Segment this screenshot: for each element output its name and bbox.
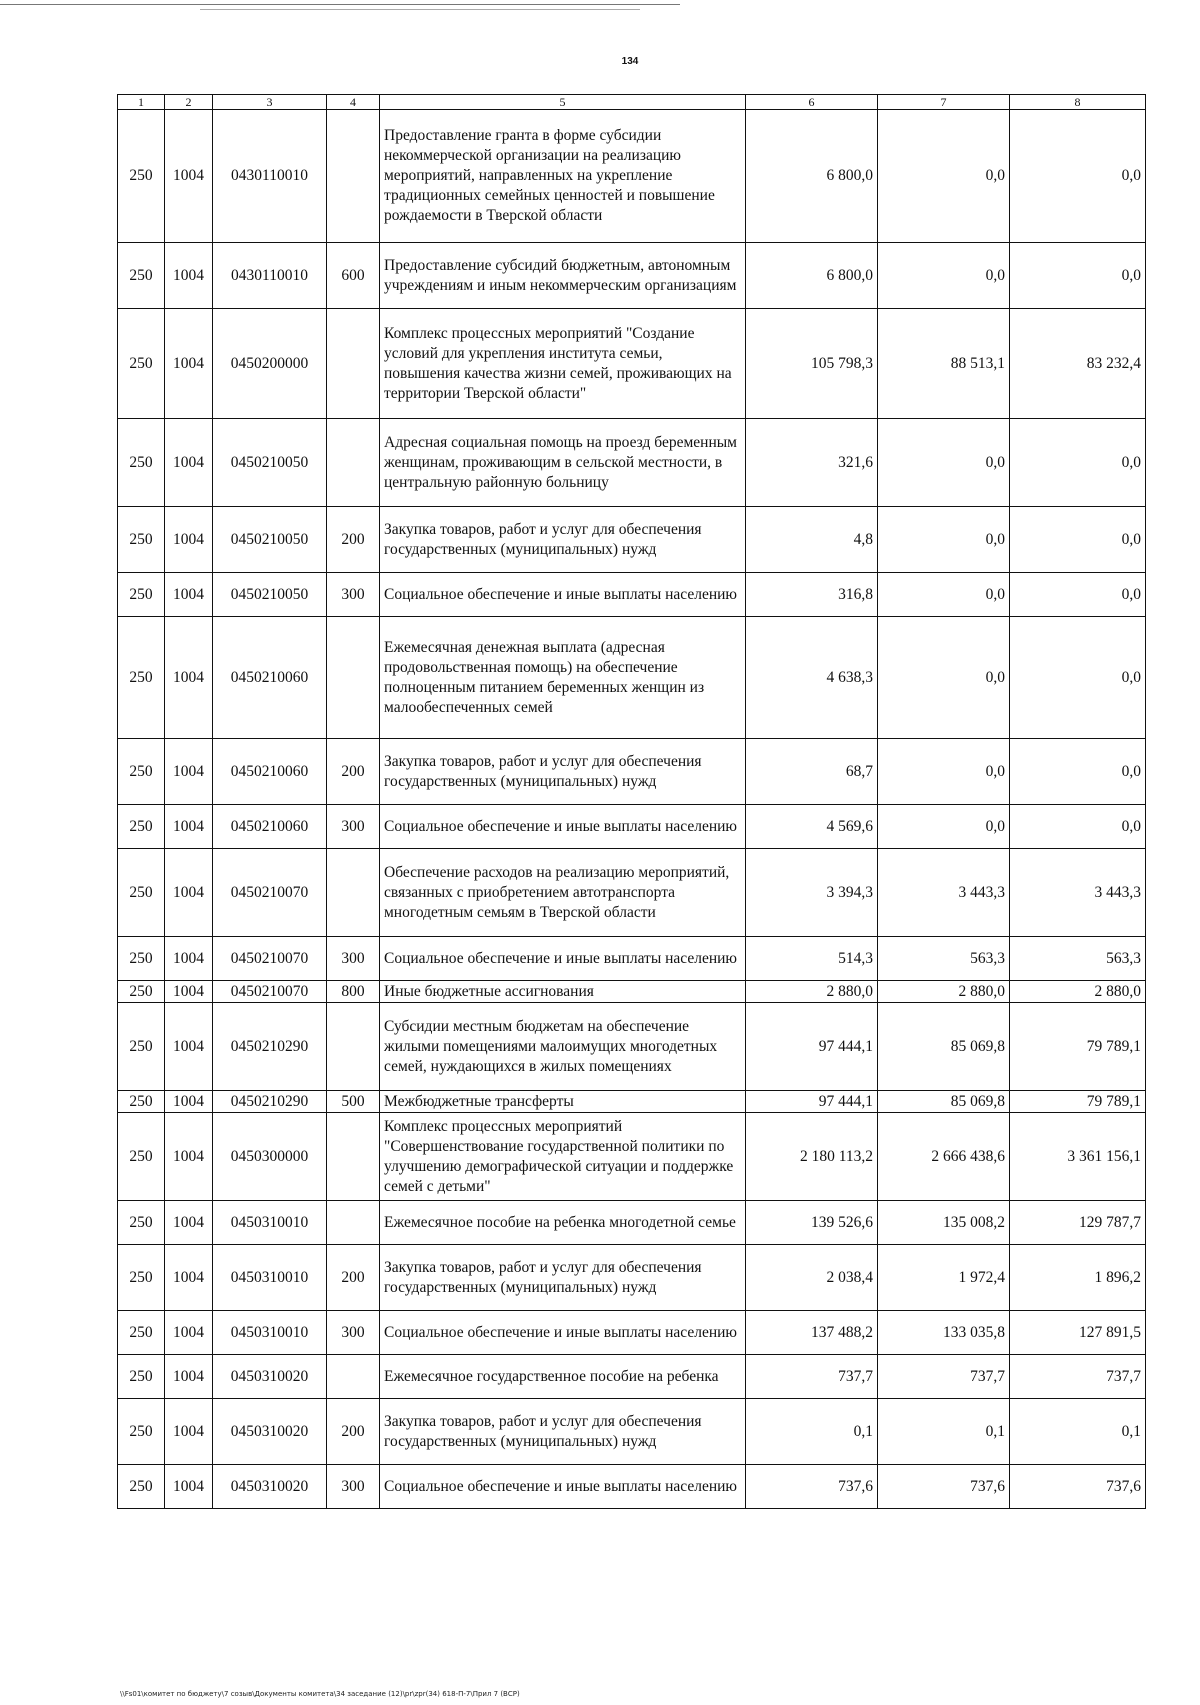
target-article-cell: 0450210050 [213,507,327,573]
table-row [118,739,1146,805]
amount-year2-cell: 0,0 [878,243,1010,309]
amount-year1-cell: 0,1 [746,1399,878,1465]
expense-type-cell: 200 [327,1399,380,1465]
amount-year1-cell: 514,3 [746,937,878,981]
amount-year1-cell: 737,6 [746,1465,878,1509]
section-code-cell: 1004 [165,1311,213,1355]
admin-code-cell: 250 [118,309,165,419]
expense-type-cell [327,1355,380,1399]
column-number: 3 [213,95,327,110]
amount-year1-cell: 737,7 [746,1355,878,1399]
amount-year1-cell: 321,6 [746,419,878,507]
target-article-cell: 0450300000 [213,1113,327,1201]
column-number: 4 [327,95,380,110]
admin-code-cell: 250 [118,739,165,805]
expense-type-cell: 800 [327,981,380,1003]
section-code-cell: 1004 [165,617,213,739]
amount-year1-cell: 316,8 [746,573,878,617]
admin-code-cell: 250 [118,617,165,739]
amount-year1-cell: 105 798,3 [746,309,878,419]
expense-type-cell: 200 [327,1245,380,1311]
table-row [118,1091,1146,1113]
admin-code-cell: 250 [118,1465,165,1509]
table-row [118,507,1146,573]
description-cell: Обеспечение расходов на реализацию мероприятий, связанных с приобретением автотранспорта многодетным семьям в Тверской области [380,849,746,937]
amount-year1-cell: 4 638,3 [746,617,878,739]
target-article-cell: 0430110010 [213,110,327,243]
amount-year2-cell: 0,0 [878,805,1010,849]
admin-code-cell: 250 [118,507,165,573]
amount-year3-cell: 0,0 [1010,110,1146,243]
amount-year3-cell: 0,0 [1010,419,1146,507]
amount-year1-cell: 3 394,3 [746,849,878,937]
section-code-cell: 1004 [165,1245,213,1311]
section-code-cell: 1004 [165,1113,213,1201]
amount-year3-cell: 127 891,5 [1010,1311,1146,1355]
column-number: 7 [878,95,1010,110]
section-code-cell: 1004 [165,739,213,805]
description-cell: Закупка товаров, работ и услуг для обеспечения государственных (муниципальных) нужд [380,739,746,805]
expense-type-cell: 300 [327,937,380,981]
description-cell: Иные бюджетные ассигнования [380,981,746,1003]
expense-type-cell [327,1113,380,1201]
admin-code-cell: 250 [118,981,165,1003]
target-article-cell: 0450310010 [213,1245,327,1311]
amount-year2-cell: 2 666 438,6 [878,1113,1010,1201]
target-article-cell: 0450310020 [213,1465,327,1509]
amount-year3-cell: 1 896,2 [1010,1245,1146,1311]
description-cell: Закупка товаров, работ и услуг для обеспечения государственных (муниципальных) нужд [380,1245,746,1311]
column-number: 6 [746,95,878,110]
section-code-cell: 1004 [165,243,213,309]
table-row [118,1311,1146,1355]
section-code-cell: 1004 [165,507,213,573]
expense-type-cell: 200 [327,739,380,805]
section-code-cell: 1004 [165,805,213,849]
amount-year3-cell: 0,0 [1010,243,1146,309]
amount-year2-cell: 88 513,1 [878,309,1010,419]
section-code-cell: 1004 [165,1003,213,1091]
amount-year3-cell: 0,0 [1010,507,1146,573]
target-article-cell: 0450200000 [213,309,327,419]
amount-year1-cell: 97 444,1 [746,1091,878,1113]
description-cell: Предоставление субсидий бюджетным, автономным учреждениям и иным некоммерческим организациям [380,243,746,309]
section-code-cell: 1004 [165,937,213,981]
amount-year2-cell: 563,3 [878,937,1010,981]
table-row [118,243,1146,309]
admin-code-cell: 250 [118,937,165,981]
amount-year3-cell: 79 789,1 [1010,1091,1146,1113]
description-cell: Межбюджетные трансферты [380,1091,746,1113]
amount-year3-cell: 563,3 [1010,937,1146,981]
admin-code-cell: 250 [118,849,165,937]
table-row [118,617,1146,739]
target-article-cell: 0450310010 [213,1201,327,1245]
expense-type-cell: 300 [327,1311,380,1355]
table-row [118,1355,1146,1399]
table-row [118,1003,1146,1091]
amount-year3-cell: 0,0 [1010,573,1146,617]
target-article-cell: 0450210060 [213,805,327,849]
section-code-cell: 1004 [165,1091,213,1113]
table-row [118,1201,1146,1245]
target-article-cell: 0450310010 [213,1311,327,1355]
table-row [118,1245,1146,1311]
column-number: 1 [118,95,165,110]
amount-year2-cell: 0,1 [878,1399,1010,1465]
amount-year2-cell: 0,0 [878,617,1010,739]
table-row [118,937,1146,981]
target-article-cell: 0450210070 [213,849,327,937]
amount-year3-cell: 3 443,3 [1010,849,1146,937]
target-article-cell: 0450210050 [213,419,327,507]
description-cell: Ежемесячная денежная выплата (адресная продовольственная помощь) на обеспечение полноценным питанием беременных женщин из малообеспеченных семей [380,617,746,739]
description-cell: Ежемесячное государственное пособие на ребенка [380,1355,746,1399]
description-cell: Социальное обеспечение и иные выплаты населению [380,805,746,849]
amount-year3-cell: 0,0 [1010,739,1146,805]
target-article-cell: 0450310020 [213,1399,327,1465]
amount-year2-cell: 737,7 [878,1355,1010,1399]
description-cell: Социальное обеспечение и иные выплаты населению [380,573,746,617]
column-number: 8 [1010,95,1146,110]
admin-code-cell: 250 [118,1003,165,1091]
table-row [118,309,1146,419]
amount-year1-cell: 6 800,0 [746,243,878,309]
admin-code-cell: 250 [118,1091,165,1113]
amount-year1-cell: 137 488,2 [746,1311,878,1355]
admin-code-cell: 250 [118,1113,165,1201]
amount-year2-cell: 737,6 [878,1465,1010,1509]
amount-year2-cell: 0,0 [878,419,1010,507]
section-code-cell: 1004 [165,110,213,243]
amount-year3-cell: 0,1 [1010,1399,1146,1465]
admin-code-cell: 250 [118,1311,165,1355]
table-row [118,981,1146,1003]
expense-type-cell [327,309,380,419]
amount-year2-cell: 133 035,8 [878,1311,1010,1355]
expense-type-cell [327,110,380,243]
table-row [118,573,1146,617]
description-cell: Предоставление гранта в форме субсидии некоммерческой организации на реализацию мероприятий, направленных на укрепление традиционных семейных ценностей и повышение рождаемости в Тверской области [380,110,746,243]
amount-year3-cell: 2 880,0 [1010,981,1146,1003]
top-scan-line-2 [200,9,640,10]
amount-year1-cell: 2 038,4 [746,1245,878,1311]
amount-year3-cell: 0,0 [1010,805,1146,849]
budget-table [117,94,1146,1509]
table-row [118,1465,1146,1509]
amount-year2-cell: 0,0 [878,110,1010,243]
admin-code-cell: 250 [118,1399,165,1465]
expense-type-cell: 200 [327,507,380,573]
section-code-cell: 1004 [165,1201,213,1245]
amount-year2-cell: 0,0 [878,739,1010,805]
admin-code-cell: 250 [118,805,165,849]
target-article-cell: 0450210060 [213,617,327,739]
section-code-cell: 1004 [165,1465,213,1509]
section-code-cell: 1004 [165,309,213,419]
description-cell: Социальное обеспечение и иные выплаты населению [380,937,746,981]
column-number-row [118,95,1146,110]
target-article-cell: 0450210060 [213,739,327,805]
amount-year3-cell: 737,6 [1010,1465,1146,1509]
amount-year3-cell: 83 232,4 [1010,309,1146,419]
expense-type-cell: 600 [327,243,380,309]
description-cell: Субсидии местным бюджетам на обеспечение жилыми помещениями малоимущих многодетных семей, нуждающихся в жилых помещениях [380,1003,746,1091]
footer-file-path: \\Fs01\комитет по бюджету\7 созыв\Документы комитета\34 заседание (12)\pr\zpr(34) 618-П-7\Прил 7 (ВСР) [120,1690,520,1698]
target-article-cell: 0450210070 [213,937,327,981]
amount-year2-cell: 2 880,0 [878,981,1010,1003]
amount-year2-cell: 1 972,4 [878,1245,1010,1311]
description-cell: Закупка товаров, работ и услуг для обеспечения государственных (муниципальных) нужд [380,507,746,573]
section-code-cell: 1004 [165,573,213,617]
admin-code-cell: 250 [118,1355,165,1399]
admin-code-cell: 250 [118,573,165,617]
admin-code-cell: 250 [118,1201,165,1245]
column-number: 5 [380,95,746,110]
amount-year2-cell: 0,0 [878,573,1010,617]
description-cell: Адресная социальная помощь на проезд беременным женщинам, проживающим в сельской местности, в центральную районную больницу [380,419,746,507]
amount-year1-cell: 4 569,6 [746,805,878,849]
table-body [118,110,1146,1509]
admin-code-cell: 250 [118,419,165,507]
target-article-cell: 0450210070 [213,981,327,1003]
amount-year2-cell: 85 069,8 [878,1091,1010,1113]
amount-year3-cell: 0,0 [1010,617,1146,739]
amount-year2-cell: 135 008,2 [878,1201,1010,1245]
target-article-cell: 0450210290 [213,1003,327,1091]
expense-type-cell: 300 [327,1465,380,1509]
expense-type-cell [327,419,380,507]
expense-type-cell: 300 [327,573,380,617]
table-row [118,849,1146,937]
amount-year2-cell: 0,0 [878,507,1010,573]
description-cell: Закупка товаров, работ и услуг для обеспечения государственных (муниципальных) нужд [380,1399,746,1465]
amount-year3-cell: 3 361 156,1 [1010,1113,1146,1201]
target-article-cell: 0450310020 [213,1355,327,1399]
amount-year1-cell: 97 444,1 [746,1003,878,1091]
section-code-cell: 1004 [165,981,213,1003]
amount-year1-cell: 4,8 [746,507,878,573]
expense-type-cell: 300 [327,805,380,849]
amount-year3-cell: 129 787,7 [1010,1201,1146,1245]
description-cell: Социальное обеспечение и иные выплаты населению [380,1465,746,1509]
top-scan-line [0,4,680,5]
table-row [118,805,1146,849]
amount-year1-cell: 2 180 113,2 [746,1113,878,1201]
expense-type-cell [327,849,380,937]
description-cell: Комплекс процессных мероприятий "Создание условий для укрепления института семьи, повышения качества жизни семей, проживающих на территории Тверской области" [380,309,746,419]
target-article-cell: 0450210050 [213,573,327,617]
amount-year1-cell: 68,7 [746,739,878,805]
admin-code-cell: 250 [118,1245,165,1311]
table-row [118,1399,1146,1465]
target-article-cell: 0450210290 [213,1091,327,1113]
amount-year2-cell: 3 443,3 [878,849,1010,937]
amount-year3-cell: 737,7 [1010,1355,1146,1399]
amount-year3-cell: 79 789,1 [1010,1003,1146,1091]
target-article-cell: 0430110010 [213,243,327,309]
expense-type-cell [327,617,380,739]
section-code-cell: 1004 [165,849,213,937]
section-code-cell: 1004 [165,1399,213,1465]
page-number: 134 [621,56,639,67]
description-cell: Комплекс процессных мероприятий "Совершенствование государственной политики по улучшению демографической ситуации и поддержке семей с детьми" [380,1113,746,1201]
admin-code-cell: 250 [118,110,165,243]
amount-year1-cell: 139 526,6 [746,1201,878,1245]
amount-year2-cell: 85 069,8 [878,1003,1010,1091]
expense-type-cell [327,1003,380,1091]
description-cell: Ежемесячное пособие на ребенка многодетной семье [380,1201,746,1245]
amount-year1-cell: 2 880,0 [746,981,878,1003]
admin-code-cell: 250 [118,243,165,309]
section-code-cell: 1004 [165,419,213,507]
description-cell: Социальное обеспечение и иные выплаты населению [380,1311,746,1355]
table-row [118,110,1146,243]
section-code-cell: 1004 [165,1355,213,1399]
expense-type-cell [327,1201,380,1245]
table-row [118,1113,1146,1201]
table-row [118,419,1146,507]
expense-type-cell: 500 [327,1091,380,1113]
amount-year1-cell: 6 800,0 [746,110,878,243]
column-number: 2 [165,95,213,110]
